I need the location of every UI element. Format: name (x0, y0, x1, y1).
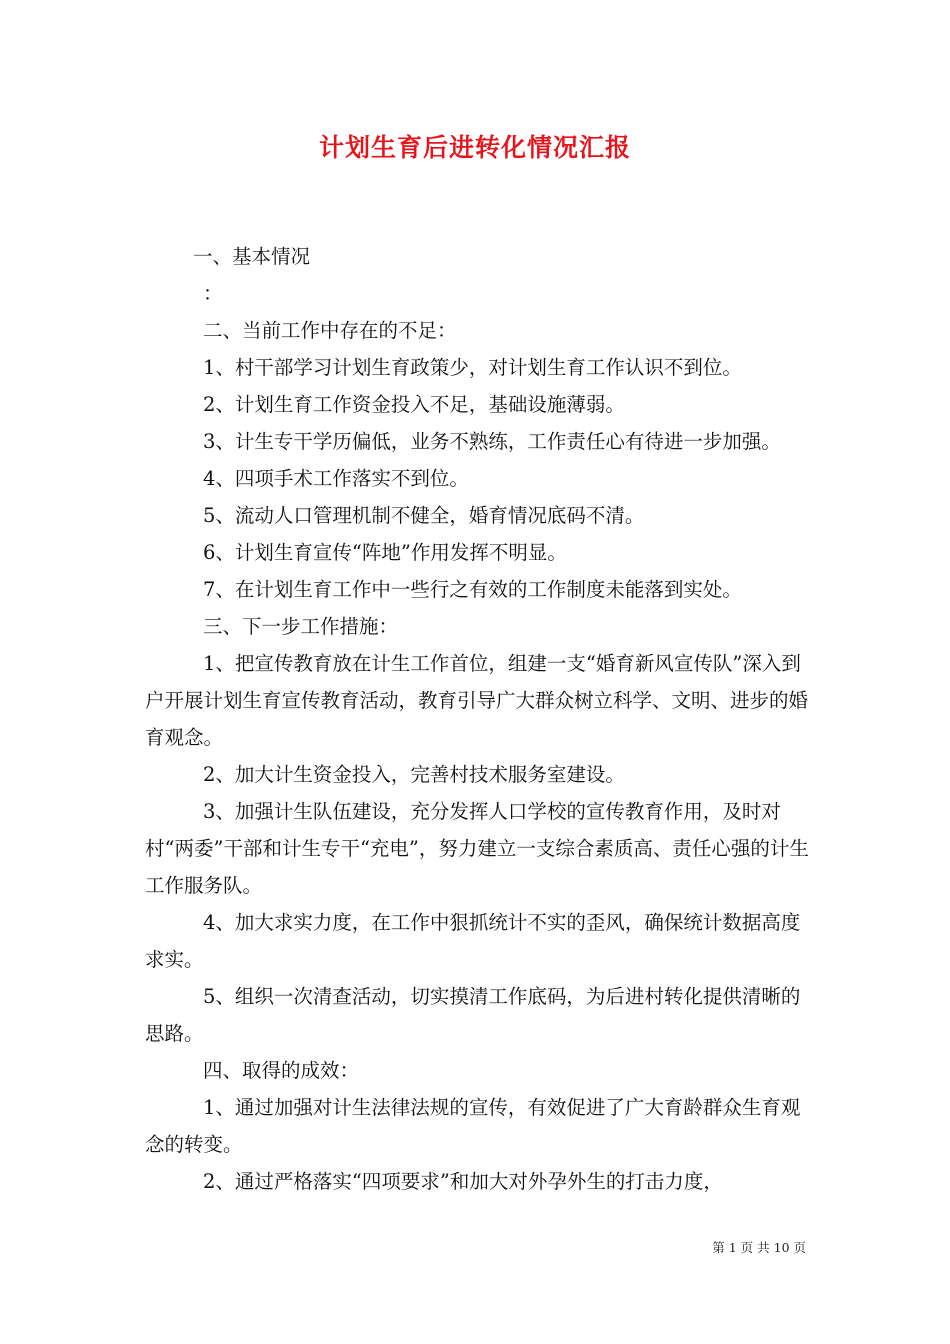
section-heading-shortcomings: 二、当前工作中存在的不足： (203, 319, 457, 342)
paragraph: 3、计生专干学历偏低，业务不熟练，工作责任心有待进一步加强。 (203, 430, 781, 453)
paragraph: 2、加大计生资金投入，完善村技术服务室建设。 (203, 763, 625, 786)
paragraph: 5、流动人口管理机制不健全，婚育情况底码不清。 (203, 504, 645, 527)
section-heading-measures: 三、下一步工作措施： (203, 615, 399, 638)
paragraph: 3、加强计生队伍建设，充分发挥人口学校的宣传教育作用，及时对村“两委”干部和计生专干“充电”，努力建立一支综合素质高、责任心强的计生工作服务队。 (145, 800, 809, 897)
paragraph: 1、村干部学习计划生育政策少，对计划生育工作认识不到位。 (203, 356, 742, 379)
paragraph: 7、在计划生育工作中一些行之有效的工作制度未能落到实处。 (203, 578, 742, 601)
paragraph: 2、通过严格落实“四项要求”和加大对外孕外生的打击力度， (203, 1170, 723, 1193)
paragraph: 4、四项手术工作落实不到位。 (203, 467, 469, 490)
section-heading-results: 四、取得的成效： (203, 1059, 360, 1082)
document-body (145, 238, 810, 1200)
document-title: 计划生育后进转化情况汇报 (318, 133, 631, 162)
paragraph: 1、通过加强对计生法律法规的宣传，有效促进了广大育龄群众生育观念的转变。 (145, 1096, 801, 1156)
paragraph: ： (203, 282, 223, 305)
paragraph: 6、计划生育宣传“阵地”作用发挥不明显。 (203, 541, 567, 564)
paragraph: 2、计划生育工作资金投入不足，基础设施薄弱。 (203, 393, 625, 416)
paragraph: 4、加大求实力度，在工作中狠抓统计不实的歪风，确保统计数据高度求实。 (145, 911, 801, 971)
paragraph: 5、组织一次清查活动，切实摸清工作底码，为后进村转化提供清晰的思路。 (145, 985, 801, 1045)
paragraph: 1、把宣传教育放在计生工作首位，组建一支“婚育新风宣传队”深入到户开展计划生育宣传教育活动，教育引导广大群众树立科学、文明、进步的婚育观念。 (145, 652, 809, 749)
section-heading-basic: 一、基本情况 (193, 245, 311, 268)
page-footer: 第 1 页 共 10 页 (712, 1240, 806, 1255)
